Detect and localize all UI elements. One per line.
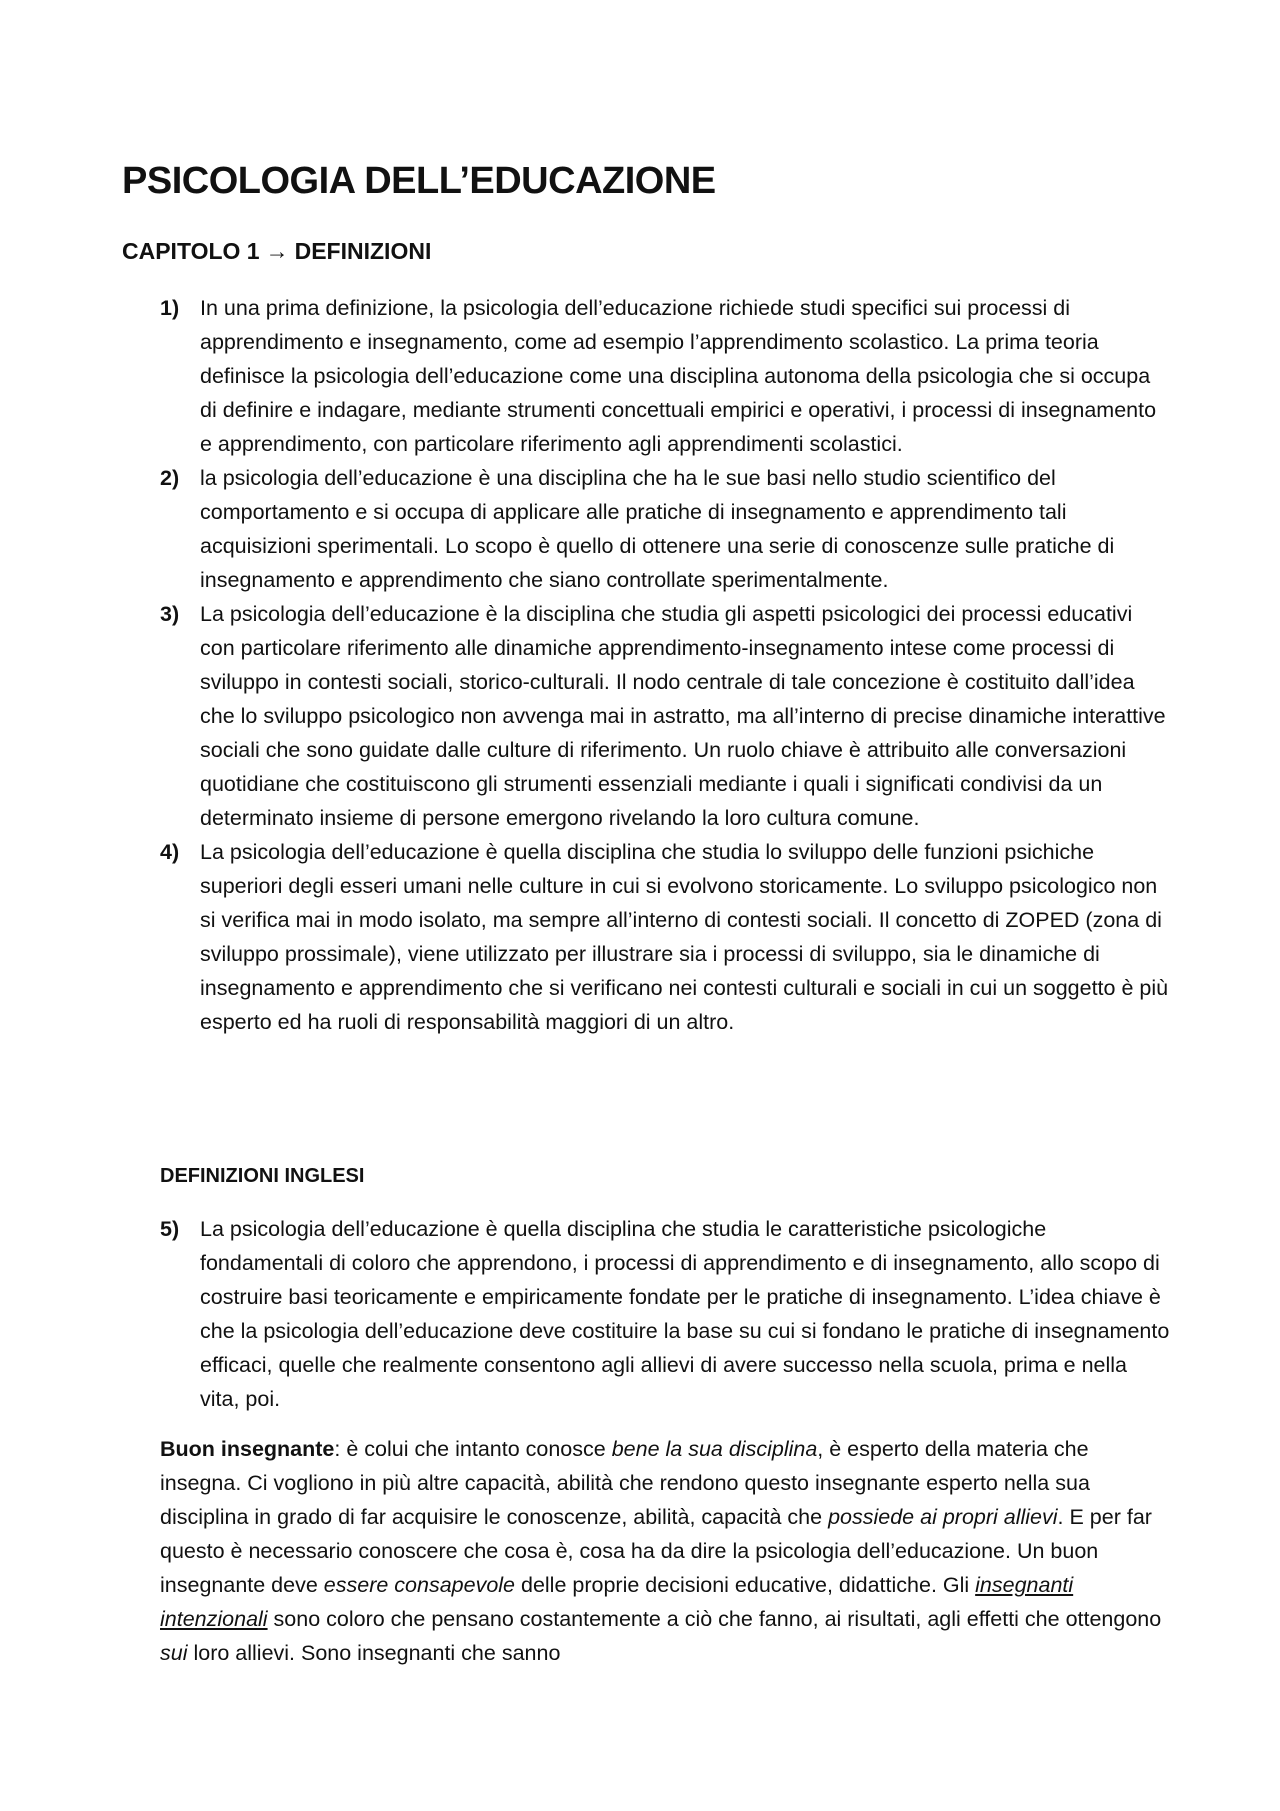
emphasis: bene la sua disciplina [611, 1437, 818, 1461]
text-segment: : è colui che intanto conosce [334, 1437, 612, 1461]
arrow-right-icon: → [265, 238, 289, 264]
text-segment: loro allievi. Sono insegnanti che sanno [187, 1641, 561, 1665]
text-segment: delle proprie decisioni educative, didattiche. Gli [515, 1573, 976, 1597]
definition-item [160, 597, 1170, 835]
good-teacher-term: Buon insegnante [160, 1437, 335, 1461]
definition-number: 2) [160, 466, 180, 490]
emphasis: essere consapevole [323, 1573, 516, 1597]
definition-text: La psicologia dell’educazione è la disciplina che studia gli aspetti psicologici dei processi educativi con particolare riferimento alle dinamiche apprendimento-insegnamento intese come processi di sviluppo in contesti sociali, storico-culturali. Il nodo centrale di tale concezione è costituito dall’idea che lo sviluppo psicologico non avvenga mai in astratto, ma all’interno di precise dinamiche interattive sociali che sono guidate dalle culture di riferimento. Un ruolo chiave è attribuito alle conversazioni quotidiane che costituiscono gli strumenti essenziali mediante i quali i significati condivisi da un determinato insieme di persone emergono rivelando la loro cultura comune. [200, 602, 1166, 830]
text-segment: . E per far questo è necessario conoscere che cosa è, cosa ha da dire la psicologia dell’educazione. Un buon insegnante deve [160, 1505, 1152, 1597]
chapter-label: CAPITOLO 1 [122, 238, 260, 264]
definition-text: La psicologia dell’educazione è quella disciplina che studia le caratteristiche psicologiche fondamentali di coloro che apprendono, i processi di apprendimento e di insegnamento, allo scopo di costruire basi teoricamente e empiricamente fondate per le pratiche di insegnamento. L’idea chiave è che la psicologia dell’educazione deve costituire la base su cui si fondano le pratiche di insegnamento efficaci, quelle che realmente consentono agli allievi di avere successo nella scuola, prima e nella vita, poi. [200, 1217, 1170, 1411]
definition-item [160, 461, 1170, 597]
emphasis: sui [160, 1641, 188, 1665]
text-segment: , è esperto della materia che insegna. Ci vogliono in più altre capacità, abilità che rendono questo insegnante esperto nella sua disciplina in grado di far acquisire le conoscenze, abilità, capacità che [160, 1437, 1090, 1529]
emphasis: possiede ai propri allievi [828, 1505, 1058, 1529]
chapter-title: DEFINIZIONI [294, 238, 432, 264]
english-definitions-heading: DEFINIZIONI INGLESI [160, 1165, 365, 1187]
definition-item [160, 1212, 1170, 1416]
document-title: PSICOLOGIA DELL’EDUCAZIONE [122, 160, 716, 202]
definition-item [160, 835, 1170, 1039]
definition-number: 1) [160, 296, 180, 320]
definition-number: 3) [160, 602, 180, 626]
good-teacher-paragraph [160, 1432, 1170, 1670]
definition-text: la psicologia dell’educazione è una disciplina che ha le sue basi nello studio scientifico del comportamento e si occupa di applicare alle pratiche di insegnamento e apprendimento tali acquisizioni sperimentali. Lo scopo è quello di ottenere una serie di conoscenze sulle pratiche di insegnamento e apprendimento che siano controllate sperimentalmente. [200, 466, 1115, 592]
chapter-heading [122, 238, 431, 265]
definition-text: In una prima definizione, la psicologia dell’educazione richiede studi specifici sui processi di apprendimento e insegnamento, come ad esempio l’apprendimento scolastico. La prima teoria definisce la psicologia dell’educazione come una disciplina autonoma della psicologia che si occupa di definire e indagare, mediante strumenti concettuali empirici e operativi, i processi di insegnamento e apprendimento, con particolare riferimento agli apprendimenti scolastici. [200, 296, 1157, 456]
definition-number: 5) [160, 1217, 180, 1241]
definition-item [160, 291, 1170, 461]
definition-number: 4) [160, 840, 180, 864]
emphasis-underlined: insegnanti intenzionali [160, 1573, 1074, 1631]
definition-text: La psicologia dell’educazione è quella disciplina che studia lo sviluppo delle funzioni psichiche superiori degli esseri umani nelle culture in cui si evolvono storicamente. Lo sviluppo psicologico non si verifica mai in modo isolato, ma sempre all’interno di contesti sociali. Il concetto di ZOPED (zona di sviluppo prossimale), viene utilizzato per illustrare sia i processi di sviluppo, sia le dinamiche di insegnamento e apprendimento che si verificano nei contesti culturali e sociali in cui un soggetto è più esperto ed ha ruoli di responsabilità maggiori di un altro. [200, 840, 1169, 1034]
definitions-list [160, 291, 1170, 1039]
text-segment: sono coloro che pensano costantemente a ciò che fanno, ai risultati, agli effetti che ottengono [267, 1607, 1162, 1631]
english-definitions-list [160, 1212, 1170, 1416]
